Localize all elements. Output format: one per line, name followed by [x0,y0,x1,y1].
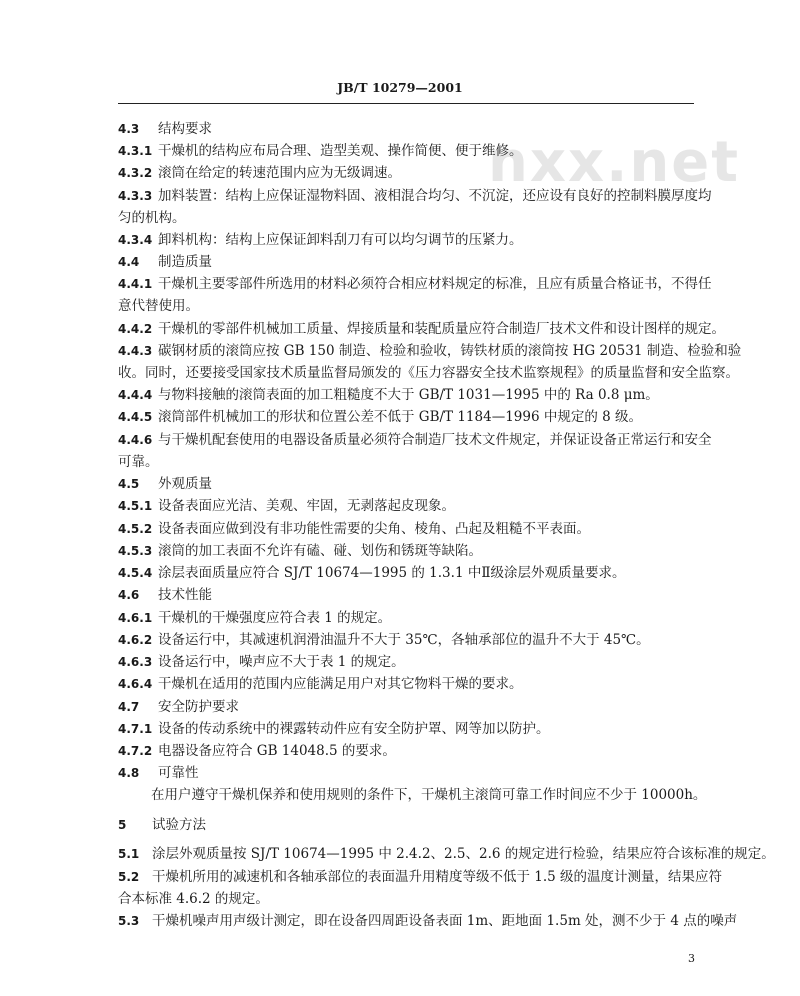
clause-line: 5.1 涂层外观质量按 SJ/T 10674—1995 中 2.4.2、2.5、2.6 的规定进行检验，结果应符合该标准的规定。 [118,846,775,862]
section-heading: 4.5 外观质量 [118,476,212,492]
clause-line: 4.4.1 干燥机主要零部件所选用的材料必须符合相应材料规定的标准，且应有质量合格证书，不得任 [118,276,712,292]
clause-line: 4.5.1 设备表面应光洁、美观、牢固，无剥落起皮现象。 [118,498,455,514]
page-number: 3 [688,952,695,965]
clause-line: 4.6.1 干燥机的干燥强度应符合表 1 的规定。 [118,610,392,626]
clause-continuation: 合本标准 4.6.2 的规定。 [118,891,269,907]
clause-line: 4.5.4 涂层表面质量应符合 SJ/T 10674—1995 的 1.3.1 中Ⅱ级涂层外观质量要求。 [118,565,626,581]
clause-line: 4.5.2 设备表面应做到没有非功能性需要的尖角、棱角、凸起及粗糙不平表面。 [118,521,590,537]
clause-line: 4.6.3 设备运行中，噪声应不大于表 1 的规定。 [118,654,405,670]
clause-line: 4.4.3 碳钢材质的滚筒应按 GB 150 制造、检验和验收，铸铁材质的滚筒按 HG 20531 制造、检验和验 [118,343,742,359]
clause-line: 4.3.2 滚筒在给定的转速范围内应为无级调速。 [118,165,401,181]
watermark-text: nxx.net [488,130,740,195]
header-divider [118,103,694,104]
clause-line: 4.7.2 电器设备应符合 GB 14048.5 的要求。 [118,743,396,759]
section-heading: 4.4 制造质量 [118,254,212,270]
clause-line: 4.4.2 干燥机的零部件机械加工质量、焊接质量和装配质量应符合制造厂技术文件和设计图样的规定。 [118,321,725,337]
clause-continuation: 匀的机构。 [118,210,186,226]
section-heading: 4.8 可靠性 [118,765,199,781]
clause-line: 5.3 干燥机噪声用声级计测定，即在设备四周距设备表面 1m、距地面 1.5m 处，测不少于 4 点的噪声 [118,913,738,929]
clause-line: 4.3.1 干燥机的结构应布局合理、造型美观、操作简便、便于维修。 [118,143,523,159]
clause-line: 4.6.2 设备运行中，其减速机润滑油温升不大于 35℃，各轴承部位的温升不大于 45℃。 [118,632,650,648]
paragraph-line: 在用户遵守干燥机保养和使用规则的条件下，干燥机主滚筒可靠工作时间应不少于 10000h。 [151,787,707,803]
clause-line: 5.2 干燥机所用的减速机和各轴承部位的表面温升用精度等级不低于 1.5 级的温度计测量，结果应符 [118,869,723,885]
clause-line: 4.3.4 卸料机构：结构上应保证卸料刮刀有可以均匀调节的压紧力。 [118,232,523,248]
section-heading: 4.6 技术性能 [118,587,212,603]
clause-line: 4.3.3 加料装置：结构上应保证湿物料固、液相混合均匀、不沉淀，还应设有良好的控制料膜厚度均 [118,188,712,204]
clause-line: 4.5.3 滚筒的加工表面不允许有磕、碰、划伤和锈斑等缺陷。 [118,543,482,559]
clause-continuation: 可靠。 [118,454,159,470]
clause-continuation: 意代替使用。 [118,298,199,314]
chapter-heading: 5 试验方法 [118,817,206,833]
standard-code: JB/T 10279—2001 [337,80,463,95]
clause-line: 4.4.5 滚筒部件机械加工的形状和位置公差不低于 GB/T 1184—1996 中规定的 8 级。 [118,409,643,425]
clause-line: 4.7.1 设备的传动系统中的裸露转动件应有安全防护罩、网等加以防护。 [118,721,550,737]
clause-line: 4.4.6 与干燥机配套使用的电器设备质量必须符合制造厂技术文件规定，并保证设备正常运行和安全 [118,432,712,448]
clause-line: 4.6.4 干燥机在适用的范围内应能满足用户对其它物料干燥的要求。 [118,676,523,692]
clause-line: 4.4.4 与物料接触的滚筒表面的加工粗糙度不大于 GB/T 1031—1995 中的 Ra 0.8 μm。 [118,387,659,403]
clause-line: 4.3 结构要求 [118,121,212,137]
section-heading: 4.7 安全防护要求 [118,699,239,715]
clause-continuation: 收。同时，还要接受国家技术质量监督局颁发的《压力容器安全技术监察规程》的质量监督和安全监察。 [118,365,739,381]
